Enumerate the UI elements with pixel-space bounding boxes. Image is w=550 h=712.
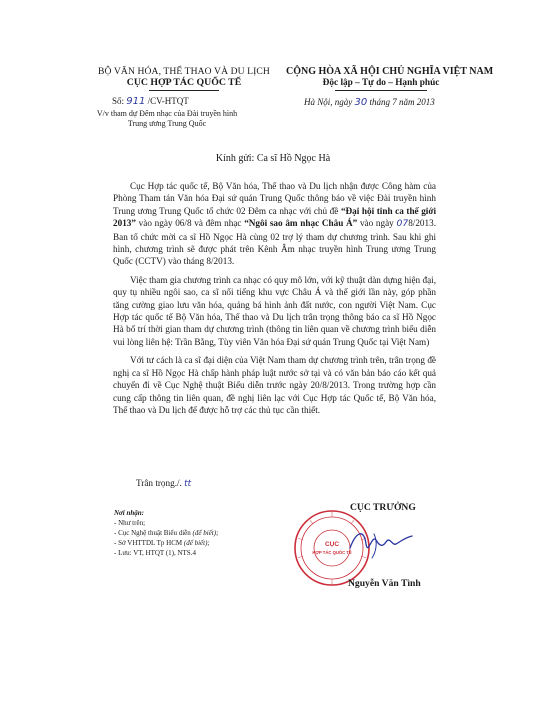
date-prefix: Hà Nội, ngày: [304, 97, 353, 107]
p1-text-c: vào ngày: [359, 218, 394, 229]
paragraph-3: Với tư cách là ca sĩ đại diện của Việt Nam tham dự chương trình trên, trân trọng đề nghị ca sĩ Hồ Ngọc Hà chấp hành pháp luật nước sở tại và có văn bản báo cáo kết quả chuyến đi về Cục Nghệ thuật Biểu diễn trước ngày 20/8/2013. Trong trường hợp cần cung cấp thông tin liên quan, đề nghị liên lạc với Cục Hợp tác Quốc tế, Bộ Văn hóa, Thể thao và Du lịch để được hỗ trợ các thủ tục cần thiết.: [113, 355, 436, 415]
doc-number-suffix: /CV-HTQT: [147, 96, 189, 106]
recipient-note: (để biết);: [192, 529, 219, 537]
signer-name: Nguyễn Văn Tình: [348, 578, 421, 589]
paragraph-2: Việc tham gia chương trình ca nhạc có quy mô lớn, với kỹ thuật dàn dựng hiện đại, quy tụ nhiều ngôi sao, ca sĩ nổi tiếng khu vực Châu Á và thế giới lần này, góp phần tăng cường giao lưu văn hóa, quảng bá hình ảnh đất nước, con người Việt Nam. Cục Hợp tác quốc tế Bộ Văn hóa, Thể thao và Du lịch trân trọng thông báo ca sĩ Hồ Ngọc Hà bố trí thời gian tham dự chương trình (thông tin liên quan về chương trình biểu diễn vui lòng liên hệ: Trần Bằng, Tùy viên Văn hóa Đại sứ quán Trung Quốc tại Việt Nam): [113, 274, 436, 347]
doc-number-handwritten: 911: [126, 96, 146, 107]
p1-text-a: Cục Hợp tác quốc tế, Bộ Văn hóa, Thể thao và Du lịch nhận được Công hàm của Phòng Tham tán Văn hóa Đại sứ quán Trung Quốc thông báo về việc Đài truyền hình Trung ương Trung Quốc tổ chức 02 Đêm ca nhạc với chủ đề: [113, 181, 436, 216]
event-name-2: “Ngôi sao âm nhạc Châu Á”: [244, 218, 358, 229]
recipient-item: [114, 548, 218, 558]
handwritten-signature: [346, 522, 416, 562]
letter-body: [113, 180, 436, 422]
recipients-title: Nơi nhận:: [114, 509, 145, 517]
document-subject: V/v tham dự Đêm nhạc của Đài truyền hình Trung ương Trung Quốc: [96, 109, 238, 128]
salutation: [0, 153, 550, 164]
recipient-item: [114, 528, 218, 538]
recipient-note: (để biết);: [183, 539, 210, 547]
place-and-date: [304, 97, 435, 108]
p1-text-d: 8/2013. Ban tổ chức mời ca sĩ Hồ Ngọc Hà cùng 02 trợ lý tham dự chương trình. Sau khi ghi hình, chương trình sẽ được phát trên Kênh Âm nhạc truyền hình Trung ương Trung Quốc (CCTV) vào tháng 8/2013.: [113, 218, 437, 267]
document-number: [112, 96, 189, 107]
doc-number-prefix: Số:: [112, 96, 125, 106]
date-day-handwritten: 30: [354, 97, 368, 108]
national-motto: Độc lập – Tự do – Hạnh phúc: [322, 78, 440, 88]
department-name: CỤC HỢP TÁC QUỐC TẾ: [126, 77, 242, 88]
recipient-text: - Lưu: VT, HTQT (1), NTS.4: [114, 549, 196, 557]
recipient-text: - Như trên;: [114, 519, 146, 527]
event-name-1: “Đại hội tinh ca thế giới 2013”: [113, 205, 437, 229]
header-left-rule: [149, 90, 219, 91]
stamp-line-2: HỢP TÁC QUỐC TẾ: [312, 550, 352, 555]
stamp-line-1: CỤC: [324, 541, 340, 548]
handwritten-initial: tt: [184, 479, 192, 489]
nation-name: CỘNG HÒA XÃ HỘI CHỦ NGHĨA VIỆT NAM: [286, 66, 494, 77]
issuing-agency-header: [84, 66, 284, 91]
salutation-text: Kính gửi: Ca sĩ Hồ Ngọc Hà: [215, 153, 331, 164]
header-right-rule: [335, 90, 427, 91]
p1-text-b: vào ngày 06/8 và đêm nhạc: [138, 218, 242, 229]
recipient-text: - Sở VHTTDL Tp HCM: [114, 539, 183, 547]
signer-position: CỤC TRƯỞNG: [350, 502, 416, 513]
handwritten-date-day: 07: [396, 218, 409, 230]
recipient-item: [114, 518, 218, 528]
ministry-name: BỘ VĂN HÓA, THỂ THAO VÀ DU LỊCH: [98, 66, 270, 77]
paragraph-1: [113, 180, 436, 268]
recipient-text: - Cục Nghệ thuật Biểu diễn: [114, 529, 191, 537]
closing-text: Trân trọng./.: [136, 478, 182, 488]
closing-line: [136, 478, 191, 489]
recipients-block: [114, 508, 218, 558]
national-header: [286, 66, 494, 91]
recipient-item: [114, 538, 218, 548]
date-suffix: tháng 7 năm 2013: [369, 97, 435, 107]
